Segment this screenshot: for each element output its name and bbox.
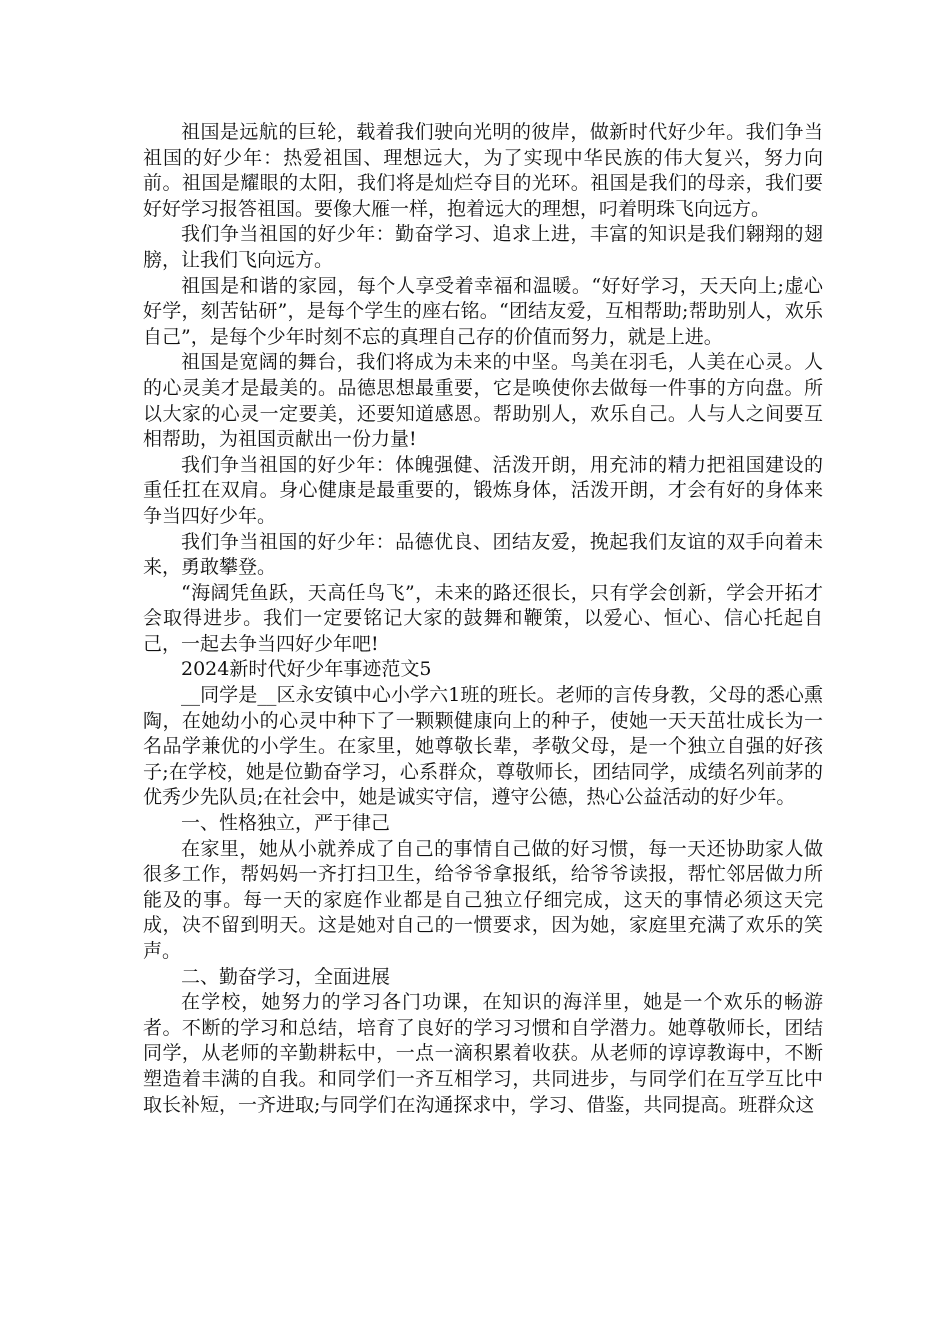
document-body	[143, 120, 823, 1118]
subsection-heading: 二、勤奋学习，全面进展	[181, 965, 391, 988]
paragraph: “海阔凭鱼跃，天高任鸟飞”，未来的路还很长，只有学会创新，学会开拓才会取得进步。我们一定要铭记大家的鼓舞和鞭策，以爱心、恒心、信心托起自己，一起去争当四好少年吧!	[143, 581, 823, 655]
section-title: 2024新时代好少年事迹范文5	[181, 658, 432, 681]
paragraph: 在家里，她从小就养成了自己的事情自己做的好习惯，每一天还协助家人做很多工作，帮妈妈一齐打扫卫生，给爷爷拿报纸，给爷爷读报，帮忙邻居做力所能及的事。每一天的家庭作业都是自己独立仔细完成，这天的事情必须这天完成，决不留到明天。这是她对自己的一惯要求，因为她，家庭里充满了欢乐的笑声。	[143, 837, 823, 962]
paragraph: 在学校，她努力的学习各门功课，在知识的海洋里，她是一个欢乐的畅游者。不断的学习和总结，培育了良好的学习习惯和自学潜力。她尊敬师长，团结同学，从老师的辛勤耕耘中，一点一滴积累着收获。从老师的谆谆教诲中，不断塑造着丰满的自我。和同学们一齐互相学习，共同进步，与同学们在互学互比中取长补短，一齐进取;与同学们在沟通探求中，学习、借鉴，共同提高。班群众这	[143, 991, 823, 1116]
paragraph: 祖国是宽阔的舞台，我们将成为未来的中坚。鸟美在羽毛，人美在心灵。人的心灵美才是最美的。品德思想最重要，它是唤使你去做每一件事的方向盘。所以大家的心灵一定要美，还要知道感恩。帮助别人，欢乐自己。人与人之间要互相帮助，为祖国贡献出一份力量!	[143, 351, 823, 451]
paragraph: __同学是__区永安镇中心小学六1班的班长。老师的言传身教，父母的悉心熏陶，在她幼小的心灵中种下了一颗颗健康向上的种子，使她一天天茁壮成长为一名品学兼优的小学生。在家里，她尊敬长辈，孝敬父母，是一个独立自强的好孩子;在学校，她是位勤奋学习，心系群众，尊敬师长，团结同学，成绩名列前茅的优秀少先队员;在社会中，她是诚实守信，遵守公德，热心公益活动的好少年。	[143, 684, 823, 809]
paragraph: 祖国是远航的巨轮，载着我们驶向光明的彼岸，做新时代好少年。我们争当祖国的好少年：热爱祖国、理想远大，为了实现中华民族的伟大复兴，努力向前。祖国是耀眼的太阳，我们将是灿烂夺目的光环。祖国是我们的母亲，我们要好好学习报答祖国。要像大雁一样，抱着远大的理想，叼着明珠飞向远方。	[143, 121, 823, 220]
subsection-heading: 一、性格独立，严于律己	[181, 812, 391, 835]
paragraph: 我们争当祖国的好少年：体魄强健、活泼开朗，用充沛的精力把祖国建设的重任扛在双肩。身心健康是最重要的，锻炼身体，活泼开朗，才会有好的身体来争当四好少年。	[143, 453, 823, 527]
paragraph: 我们争当祖国的好少年：勤奋学习、追求上进，丰富的知识是我们翱翔的翅膀，让我们飞向远方。	[143, 223, 823, 271]
paragraph: 我们争当祖国的好少年：品德优良、团结友爱，挽起我们友谊的双手向着未来，勇敢攀登。	[143, 530, 823, 579]
paragraph: 祖国是和谐的家园，每个人享受着幸福和温暖。“好好学习，天天向上;虚心好学，刻苦钻研”，是每个学生的座右铭。“团结友爱，互相帮助;帮助别人，欢乐自己”，是每个少年时刻不忘的真理自己存的价值而努力，就是上进。	[143, 274, 823, 348]
